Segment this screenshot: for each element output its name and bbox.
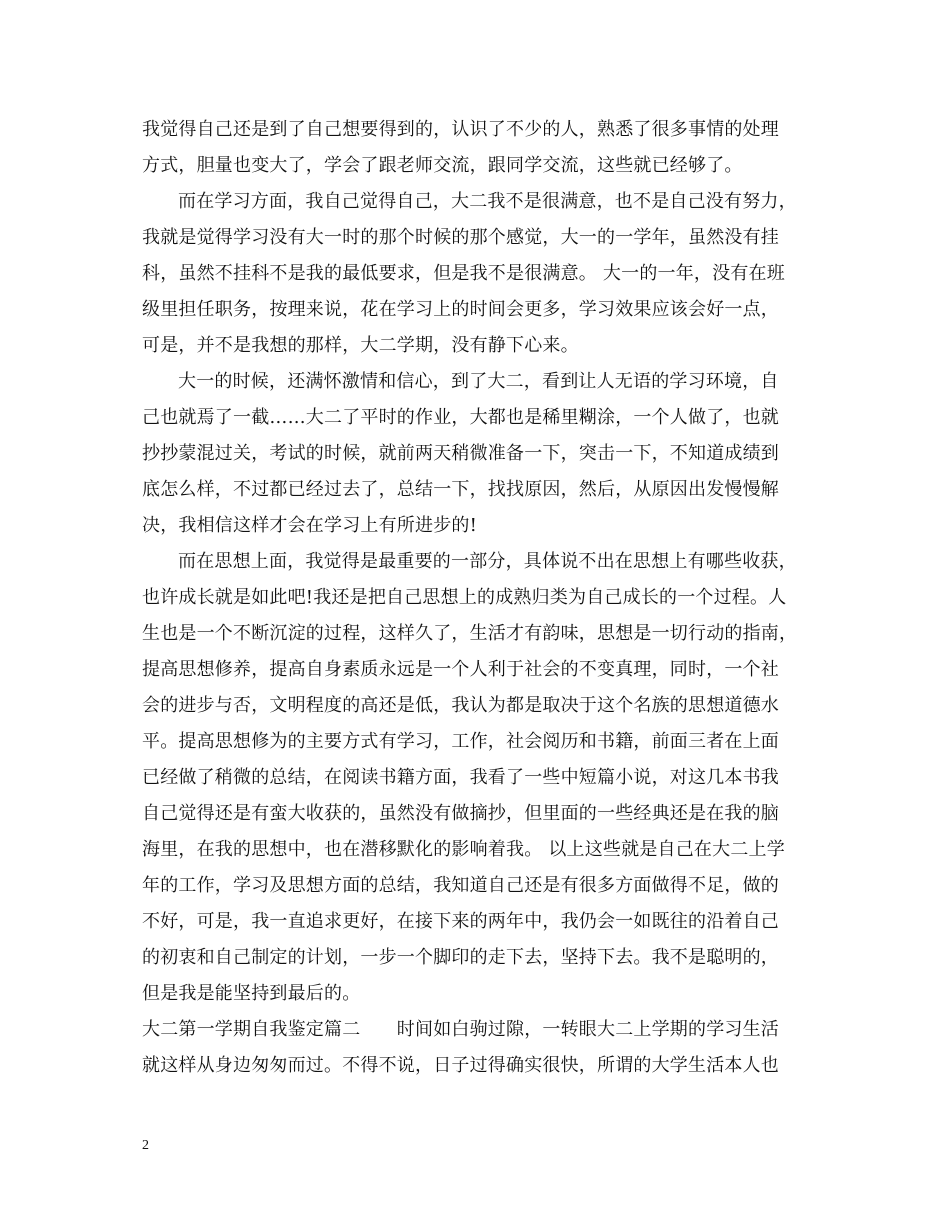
- text-line: 的初衷和自己制定的计划，一步一个脚印的走下去，坚持下去。我不是聪明的，: [142, 947, 779, 968]
- text-line: 提高思想修养，提高自身素质永远是一个人利于社会的不变真理，同时，一个社: [142, 659, 779, 680]
- text-line: 平。提高思想修为的主要方式有学习，工作，社会阅历和书籍，前面三者在上面: [142, 731, 779, 752]
- text-line: 自己觉得还是有蛮大收获的，虽然没有做摘抄，但里面的一些经典还是在我的脑: [142, 803, 779, 824]
- text-line: 生也是一个不断沉淀的过程，这样久了，生活才有韵味，思想是一切行动的指南，: [142, 623, 798, 644]
- text-line: 年的工作，学习及思想方面的总结，我知道自己还是有很多方面做得不足，做的: [142, 875, 779, 896]
- text-line: 会的进步与否，文明程度的高还是低，我认为都是取决于这个名族的思想道德水: [142, 695, 779, 716]
- text-line: 海里，在我的思想中，也在潜移默化的影响着我。 以上这些就是自己在大二上学: [142, 839, 785, 860]
- text-line: 级里担任职务，按理来说，花在学习上的时间会更多，学习效果应该会好一点，: [142, 299, 779, 320]
- text-line: 决，我相信这样才会在学习上有所进步的!: [142, 515, 478, 536]
- page-number: 2: [142, 1138, 149, 1153]
- text-line: 科，虽然不挂科不是我的最低要求，但是我不是很满意。 大一的一年，没有在班: [142, 263, 785, 284]
- text-line: 不好，可是，我一直追求更好，在接下来的两年中，我仍会一如既往的沿着自己: [142, 911, 779, 932]
- text-line: 可是，并不是我想的那样，大二学期，没有静下心来。: [142, 335, 579, 356]
- text-line: 我就是觉得学习没有大一时的那个时候的那个感觉，大一的一学年，虽然没有挂: [142, 227, 779, 248]
- text-line: 也许成长就是如此吧!我还是把自己思想上的成熟归类为自己成长的一个过程。人: [142, 587, 787, 608]
- paragraph-start-line: 而在思想上面，我觉得是最重要的一部分，具体说不出在思想上有哪些收获，: [178, 551, 797, 572]
- section-heading-line: 大二第一学期自我鉴定篇二 时间如白驹过隙，一转眼大二上学期的学习生活: [142, 1019, 779, 1040]
- text-line: 我觉得自己还是到了自己想要得到的，认识了不少的人，熟悉了很多事情的处理: [142, 119, 779, 140]
- text-line: 己也就焉了一截……大二了平时的作业，大都也是稀里糊涂，一个人做了，也就: [142, 407, 779, 428]
- paragraph-start-line: 而在学习方面，我自己觉得自己，大二我不是很满意，也不是自己没有努力，: [178, 191, 797, 212]
- paragraph-start-line: 大一的时候，还满怀激情和信心，到了大二，看到让人无语的学习环境，自: [178, 371, 779, 392]
- text-line: 抄抄蒙混过关，考试的时候，就前两天稍微准备一下，突击一下，不知道成绩到: [142, 443, 779, 464]
- text-line: 但是我是能坚持到最后的。: [142, 983, 361, 1004]
- text-line: 已经做了稍微的总结，在阅读书籍方面，我看了一些中短篇小说，对这几本书我: [142, 767, 779, 788]
- text-line: 方式，胆量也变大了，学会了跟老师交流，跟同学交流，这些就已经够了。: [142, 155, 743, 176]
- text-line: 底怎么样，不过都已经过去了，总结一下，找找原因，然后，从原因出发慢慢解: [142, 479, 779, 500]
- text-line: 就这样从身边匆匆而过。不得不说，日子过得确实很快，所谓的大学生活本人也: [142, 1055, 779, 1076]
